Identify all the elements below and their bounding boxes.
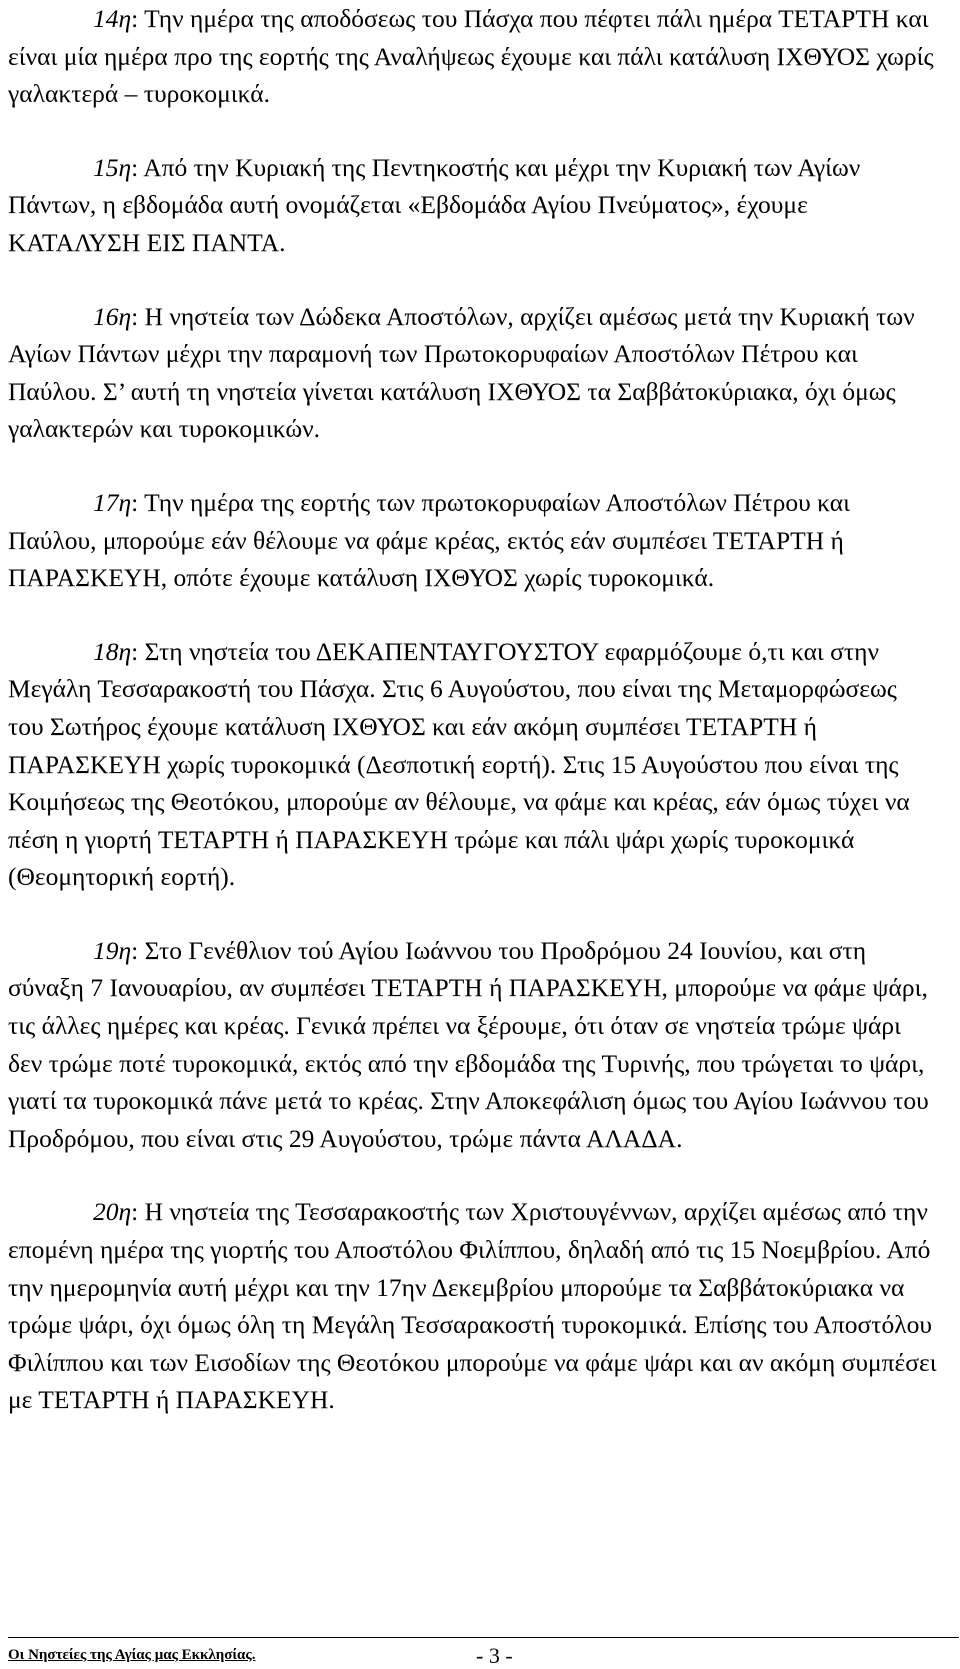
paragraph-number: 14η bbox=[93, 4, 132, 33]
footer-title: Οι Νηστείες της Αγίας μας Εκκλησίας. bbox=[8, 1647, 256, 1663]
paragraph-15 bbox=[8, 149, 938, 262]
paragraph-14 bbox=[8, 0, 938, 113]
footer-divider bbox=[8, 1637, 959, 1638]
page-footer bbox=[8, 1644, 959, 1668]
paragraph-number: 20η bbox=[93, 1197, 132, 1227]
paragraph-text: : Στη νηστεία του ΔΕΚΑΠΕΝΤΑΥΓΟΥΣΤΟΥ εφαρμόζουμε ό,τι και στην Μεγάλη Τεσσαρακοστή του Πάσχα. Στις 6 Αυγούστου, που είναι της Μεταμορφώσεως του Σωτήρος έχουμε κατάλυση ΙΧΘΥΟΣ και εάν ακόμη συμπέσει ΤΕΤΑΡΤΗ ή ΠΑΡΑΣΚΕΥΗ χωρίς τυροκομικά (Δεσποτική εορτή). Στις 15 Αυγούστου που είναι της Κοιμήσεως της Θεοτόκου, μπορούμε αν θέλουμε, να φάμε και κρέας, εάν όμως τύχει να πέση η γιορτή ΤΕΤΑΡΤΗ ή ΠΑΡΑΣΚΕΥΗ τρώμε και πάλι ψάρι χωρίς τυροκομικά (Θεομητορική εορτή). bbox=[8, 636, 910, 892]
document-page bbox=[8, 0, 938, 1419]
paragraph-text: : Την ημέρα της αποδόσεως του Πάσχα που πέφτει πάλι ημέρα ΤΕΤΑΡΤΗ και είναι μία ημέρα προ της εορτής της Αναλήψεως έχουμε και πάλι κατάλυση ΙΧΘΥΟΣ χωρίς γαλακτερά – τυροκομικά. bbox=[8, 4, 934, 109]
paragraph-text: : Την ημέρα της εορτής των πρωτοκορυφαίων Αποστόλων Πέτρου και Παύλου, μπορούμε εάν θέλουμε να φάμε κρέας, εκτός εάν συμπέσει ΤΕΤΑΡΤΗ ή ΠΑΡΑΣΚΕΥΗ, οπότε έχουμε κατάλυση ΙΧΘΥΟΣ χωρίς τυροκομικά. bbox=[8, 487, 850, 593]
paragraph-text: : Από την Κυριακή της Πεντηκοστής και μέχρι την Κυριακή των Αγίων Πάντων, η εβδομάδα αυτή ονομάζεται «Εβδομάδα Αγίου Πνεύματος», έχουμε ΚΑΤΑΛΥΣΗ ΕΙΣ ΠΑΝΤΑ. bbox=[8, 152, 861, 257]
paragraph-number: 15η bbox=[93, 152, 132, 182]
paragraph-16 bbox=[8, 298, 938, 448]
paragraph-text: : Η νηστεία της Τεσσαρακοστής των Χριστουγέννων, αρχίζει αμέσως από την επομένη ημέρα της γιορτής του Αποστόλου Φιλίππου, δηλαδή από τις 15 Νοεμβρίου. Από την ημερομηνία αυτή μέχρι και την 17ην Δεκεμβρίου μπορούμε τα Σαββάτοκύριακα να τρώμε ψάρι, όχι όμως όλη τη Μεγάλη Τεσσαρακοστή τυροκομικά. Επίσης του Αποστόλου Φιλίππου και των Εισοδίων της Θεοτόκου μπορούμε να φάμε ψάρι και αν ακόμη συμπέσει με ΤΕΤΑΡΤΗ ή ΠΑΡΑΣΚΕΥΗ. bbox=[8, 1197, 937, 1415]
paragraph-number: 17η bbox=[93, 487, 132, 517]
page-number: - 3 - bbox=[476, 1643, 513, 1668]
paragraph-text: : Στο Γενέθλιον τού Αγίου Ιωάννου του Προδρόμου 24 Ιουνίου, και στη σύναξη 7 Ιανουαρίου, αν συμπέσει ΤΕΤΑΡΤΗ ή ΠΑΡΑΣΚΕΥΗ, μπορούμε να φάμε ψάρι, τις άλλες ημέρες και κρέας. Γενικά πρέπει να ξέρουμε, ότι όταν σε νηστεία τρώμε ψάρι δεν τρώμε ποτέ τυροκομικά, εκτός από την εβδομάδα της Τυρινής, που τρώγεται το ψάρι, γιατί τα τυροκομικά πάνε μετά το κρέας. Στην Αποκεφάλιση όμως του Αγίου Ιωάννου του Προδρόμου, που είναι στις 29 Αυγούστου, τρώμε πάντα ΑΛΑΔΑ. bbox=[8, 935, 929, 1153]
paragraph-18 bbox=[8, 633, 938, 896]
paragraph-text: : Η νηστεία των Δώδεκα Αποστόλων, αρχίζει αμέσως μετά την Κυριακή των Αγίων Πάντων μέχρι την παραμονή των Πρωτοκορυφαίων Αποστόλων Πέτρου και Παύλου. Σ’ αυτή τη νηστεία γίνεται κατάλυση ΙΧΘΥΟΣ τα Σαββάτοκύριακα, όχι όμως γαλακτερών και τυροκομικών. bbox=[8, 301, 915, 444]
paragraph-number: 19η bbox=[93, 935, 132, 965]
paragraph-number: 16η bbox=[93, 301, 132, 331]
paragraph-19 bbox=[8, 932, 938, 1158]
paragraph-20 bbox=[8, 1193, 938, 1419]
paragraph-17 bbox=[8, 484, 938, 597]
paragraph-number: 18η bbox=[93, 636, 132, 666]
